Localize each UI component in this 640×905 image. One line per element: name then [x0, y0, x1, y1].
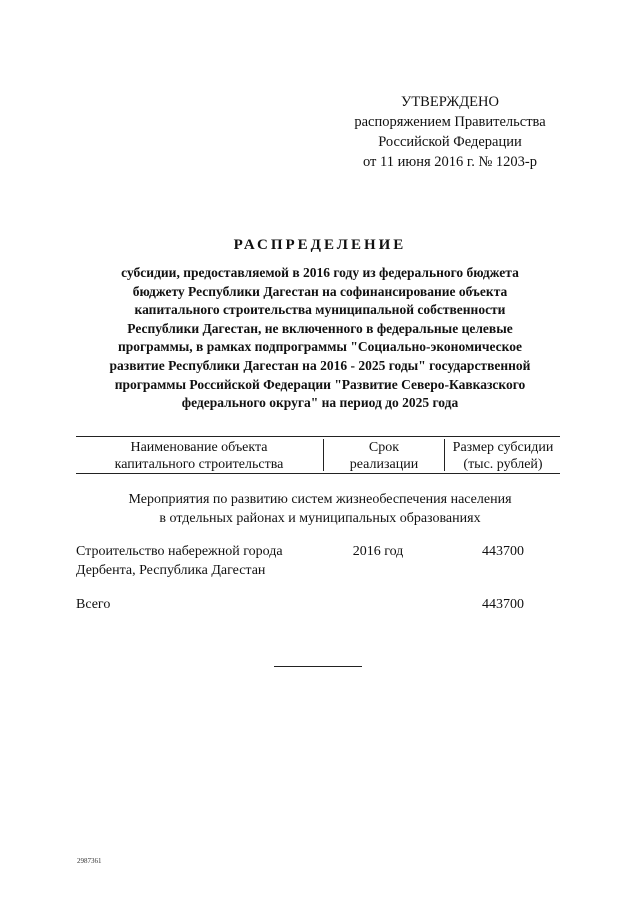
total-amount: 443700 — [482, 597, 524, 612]
column-header-line: капитального строительства — [114, 457, 284, 472]
cell-line: Строительство набережной города — [76, 544, 283, 559]
cell-line: Дербента, Республика Дагестан — [76, 563, 266, 578]
subtitle-line: федерального округа" на период до 2025 года — [181, 395, 459, 411]
column-header-object-name — [76, 439, 322, 473]
column-header-amount — [444, 439, 561, 471]
approval-line-3: от 11 июня 2016 г. № 1203-р — [363, 154, 537, 170]
column-header-line: Размер субсидии — [452, 440, 554, 455]
subtitle-line: развитие Республики Дагестан на 2016 - 2025 годы" государственной — [109, 357, 531, 373]
subtitle-line: капитального строительства муниципальной собственности — [134, 302, 506, 318]
cell-object-name — [76, 542, 326, 580]
approval-line-1: распоряжением Правительства — [354, 114, 546, 130]
total-label: Всего — [76, 597, 111, 612]
approval-heading: УТВЕРЖДЕНО — [401, 94, 499, 110]
subtitle-line: бюджету Республики Дагестан на софинансирование объекта — [132, 283, 508, 299]
subtitle-line: программы, в рамках подпрограммы "Социально-экономическое — [117, 339, 523, 355]
cell-period: 2016 год — [352, 544, 404, 559]
column-header-period — [323, 439, 444, 471]
end-divider — [274, 666, 362, 667]
subtitle-line: Республики Дагестан, не включенного в федеральные целевые — [127, 320, 513, 336]
table-header — [76, 436, 560, 474]
column-header-line: Срок — [368, 440, 400, 455]
document-subtitle — [60, 264, 580, 413]
document-code: 2987361 — [77, 857, 102, 865]
cell-amount: 443700 — [482, 544, 524, 559]
subtitle-line: программы Российской Федерации "Развитие Северо-Кавказского — [114, 376, 526, 392]
approval-line-2: Российской Федерации — [378, 134, 522, 150]
section-heading-line: в отдельных районах и муниципальных образованиях — [159, 511, 481, 526]
subtitle-line: субсидии, предоставляемой в 2016 году из федерального бюджета — [121, 265, 519, 280]
section-heading-line: Мероприятия по развитию систем жизнеобеспечения населения — [128, 492, 512, 507]
column-header-line: реализации — [349, 457, 419, 472]
column-header-line: (тыс. рублей) — [463, 457, 543, 472]
table-section-heading — [60, 490, 580, 528]
approval-stamp — [330, 92, 570, 172]
column-header-line: Наименование объекта — [130, 440, 268, 455]
document-title: РАСПРЕДЕЛЕНИЕ — [233, 237, 407, 253]
